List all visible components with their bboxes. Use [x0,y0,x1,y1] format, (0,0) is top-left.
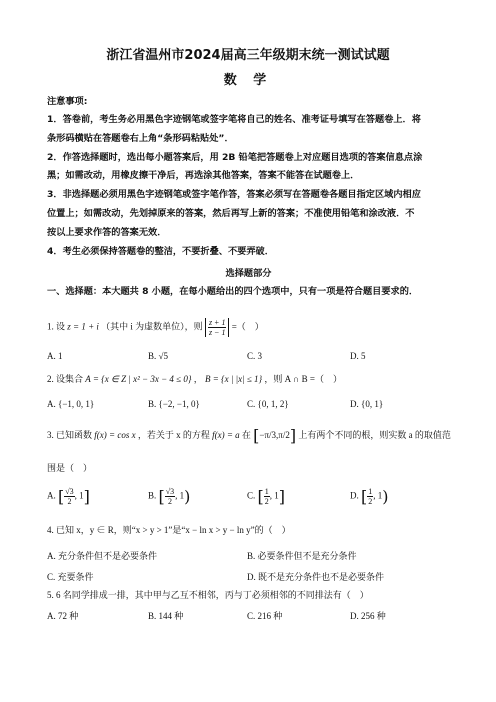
notice-item-3-line-3: 按以上要求作答的答案无效． [47,227,167,238]
q3-interval-left: −π/3 [259,430,277,441]
q5-options [47,609,450,621]
question-3: 3. 已知函数 f(x) = cos x ，若关于 x 的方程 f(x) = a 在 [−π/3,π/2] 上有两个不同的根，则实数 a 的取值范 [47,426,451,445]
q3-interval-open: [ [253,426,260,445]
q3-option-c-num: 1 [264,487,269,496]
notice-item-1-line-2: 条形码横贴在答题卷右上角“条形码粘贴处”． [47,133,234,144]
q3-option-b-left: [ [158,486,165,506]
q2-set-b: B = {x | |x| ≤ 1} [204,374,263,384]
q2-options [47,399,450,411]
q4-option-b[interactable]: B. 必要条件但不是充分条件 [247,551,357,561]
q5-option-d[interactable]: D. 256 种 [350,611,386,621]
q2-suffix: ，则 A ∩ B =（ ） [264,374,342,384]
q3-option-d-label: D. [350,490,359,501]
q3-interval-right: π/2 [278,430,290,441]
q3-option-b-den: 2 [167,497,172,506]
q3-option-a-den: 2 [67,497,72,506]
question-1 [47,318,450,337]
q3-option-a-frac [64,487,74,506]
q2-sep: ， [193,374,203,384]
q3-suffix: 上有两个不同的根，则实数 a 的取值范 [298,430,451,441]
q4-options-row-1 [47,549,450,561]
question-5: 5. 6 名同学排成一排，其中甲与乙互不相邻，丙与丁必须相邻的不同排法有（ ） [47,590,369,600]
q1-prefix: 1. 设 [47,321,66,332]
q5-option-c[interactable]: C. 216 种 [247,611,283,621]
q1-suffix: =（ ） [231,321,264,332]
part-title: 选择题部分 [225,268,272,279]
q3-option-d-left: [ [361,486,368,506]
q3-option-a-right: ] [83,486,90,506]
q3-option-d[interactable] [350,487,389,506]
q3-option-c-rest: , 1 [269,490,279,501]
q3-option-c-den: 2 [264,497,269,506]
q3-option-c-left: [ [257,486,264,506]
q3-option-d-right: ) [382,486,389,506]
q5-option-a[interactable]: A. 72 种 [47,611,79,621]
exam-title: 浙江省温州市2024届高三年级期末统一测试试题 [106,48,390,63]
notice-item-2-line-1: 2．作答选择题时，选出每小题答案后，用 2B 铅笔把答题卷上对应题目选项的答案信息点涂 [47,152,423,163]
q3-options [47,487,450,509]
q3-option-c-right: ] [278,486,286,506]
q3-option-c-label: C. [247,490,256,501]
q3-option-a-left: [ [58,486,65,506]
exam-subject: 数 学 [223,73,273,88]
q1-option-b[interactable]: B. √5 [148,351,168,361]
question-2 [47,373,450,386]
q1-option-d[interactable]: D. 5 [350,351,366,361]
q1-option-c[interactable]: C. 3 [247,351,263,361]
q3-option-d-rest: , 1 [373,490,383,501]
q1-abs-box [205,318,230,337]
q3-equation: f(x) = a [212,430,240,441]
q3-option-d-den: 2 [368,497,373,506]
q3-option-b-label: B. [148,490,157,501]
q3-option-b-right: ) [184,486,191,506]
q2-prefix: 2. 设集合 [47,374,84,384]
q4-option-d[interactable]: D. 既不是充分条件也不是必要条件 [247,572,385,582]
q4-option-c[interactable]: C. 充要条件 [47,572,94,582]
question-4: 4. 已知 x，y ∈ R，则“x > y > 1”是“x − ln x > y − ln y”的（ ） [47,525,291,535]
q1-middle: （其中 i 为虚数单位），则 [101,321,203,332]
q4-options-row-2 [47,570,450,582]
q3-line-2: 围是（ ） [47,463,93,473]
q3-option-c[interactable] [247,487,285,506]
q3-option-b-rest: , 1 [175,490,185,501]
q2-set-a: A = {x ∈ Z | x² − 3x − 4 ≤ 0} [85,374,192,384]
q4-option-a[interactable]: A. 充分条件但不是必要条件 [47,551,158,561]
q2-option-d[interactable]: D. {0, 1} [350,399,384,409]
q3-prefix: 3. 已知函数 [47,430,93,441]
q3-mid1: ，若关于 x 的方程 [137,430,210,441]
q3-fx: f(x) = cos x [94,430,136,441]
q5-option-b[interactable]: B. 144 种 [148,611,184,621]
q3-option-a-num: √3 [65,487,74,496]
q1-option-a[interactable]: A. 1 [47,351,63,361]
q2-option-b[interactable]: B. {−2, −1, 0} [148,399,200,409]
q3-option-a-rest: , 1 [74,490,84,501]
q3-interval-close: ] [289,426,297,445]
notice-item-4: 4．考生必须保持答题卷的整洁，不要折叠、不要弄破． [47,246,274,257]
q1-options [47,351,450,363]
q1-z-def: z = 1 + i [67,321,99,332]
notice-item-2-line-2: 黑；如需改动，用橡皮擦干净后，再选涂其他答案，答案不能答在试题卷上． [47,170,360,181]
q1-frac-den: z − 1 [208,328,226,337]
q3-option-b-frac [165,487,175,506]
q3-option-b-num: √3 [165,487,175,496]
q3-option-d-num: 1 [368,487,373,496]
q2-option-c[interactable]: C. {0, 1, 2} [247,399,289,409]
q1-fraction [208,318,227,337]
notice-heading: 注意事项: [47,96,88,107]
q3-option-a[interactable] [47,487,90,506]
notice-item-3-line-2: 位置上；如需改动，先划掉原来的答案，然后再写上新的答案；不准使用铅笔和涂改液．不 [47,208,415,219]
q2-option-a[interactable]: A. {−1, 0, 1} [47,399,95,409]
q3-option-a-label: A. [47,490,56,501]
q3-option-b[interactable] [148,487,190,506]
section-heading: 一、选择题：本大题共 8 小题，在每小题给出的四个选项中，只有一项是符合题目要求的． [47,286,419,297]
q3-mid2: 在 [241,430,251,441]
notice-item-1-line-1: 1．答卷前，考生务必用黑色字迹钢笔或签字笔将自己的姓名、准考证号填写在答题卷上．将 [47,114,421,125]
q1-frac-num: z + 1 [208,318,226,327]
notice-item-3-line-1: 3．非选择题必须用黑色字迹钢笔或签字笔作答，答案必须写在答题卷各题目指定区域内相应 [47,189,421,200]
